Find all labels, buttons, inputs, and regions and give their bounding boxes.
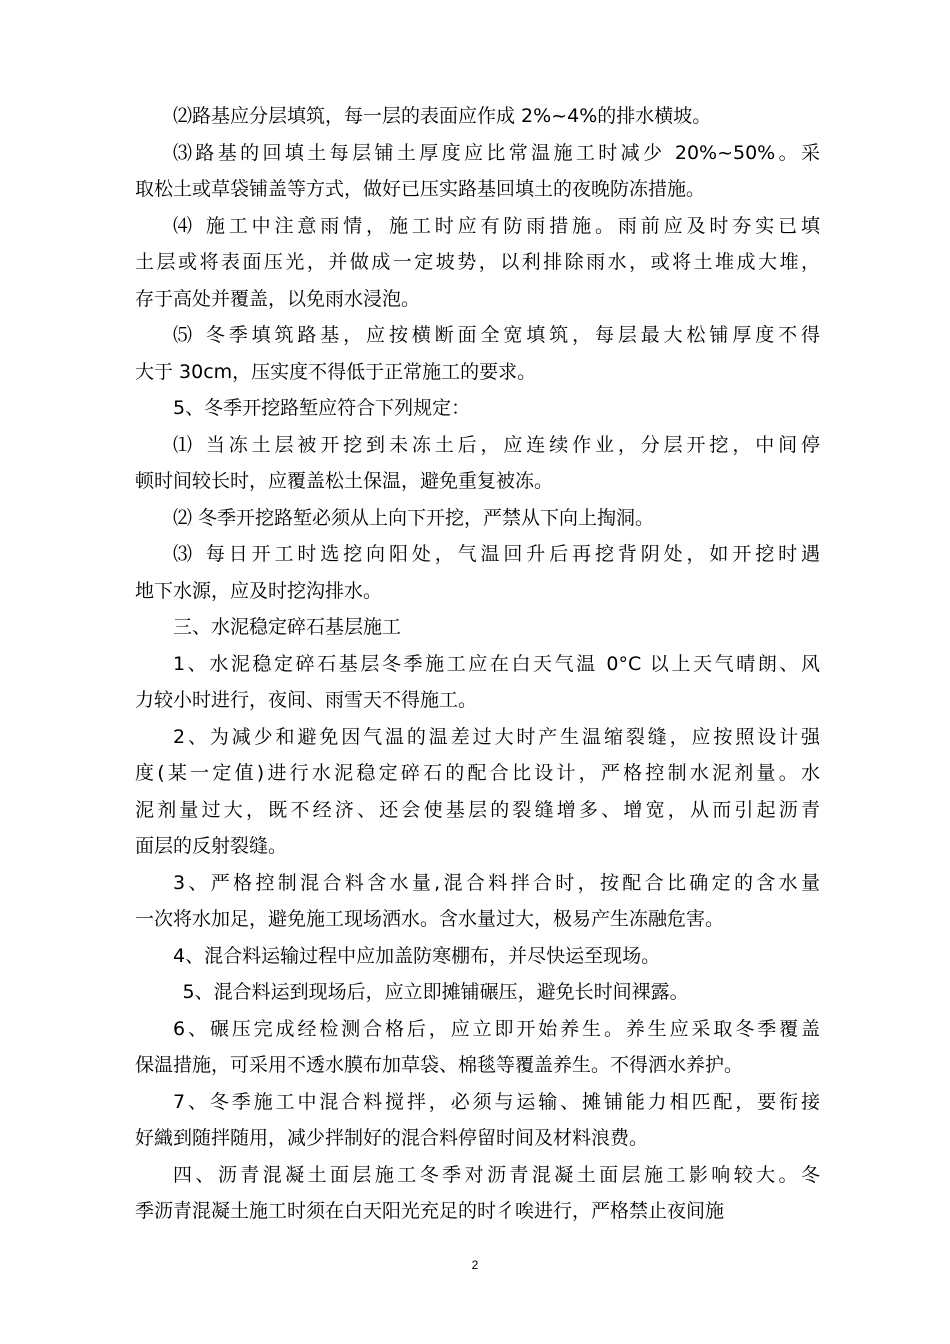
text-line: ⑷ 施工中注意雨情，施工时应有防雨措施。雨前应及时夯实已填 <box>173 214 820 237</box>
text-line: 好織到随拌随用，减少拌制好的混合料停留时间及材料浪费。 <box>135 1127 649 1149</box>
text-line: 5、冬季开挖路堑应符合下列规定： <box>173 397 471 419</box>
text-line: ⑴ 当冻土层被开挖到未冻土后，应连续作业，分层开挖，中间停 <box>173 433 820 456</box>
text-line: 取松土或草袋铺盖等方式，做好已压实路基回填土的夜晚防冻措施。 <box>135 178 706 200</box>
text-line: 5、混合料运到现场后，应立即摊铺碾压，避免长时间裸露。 <box>182 981 689 1003</box>
text-line: 度(某一定值)进行水泥稳定碎石的配合比设计，严格控制水泥剂量。水 <box>135 762 820 784</box>
paragraph <box>135 500 820 537</box>
text-line: 四、沥青混凝土面层施工冬季对沥青混凝土面层施工影响较大。冬 <box>173 1163 820 1186</box>
paragraph <box>135 646 820 719</box>
paragraph <box>135 427 820 500</box>
text-line: 存于高处并覆盖，以免雨水浸泡。 <box>135 287 421 310</box>
text-line: 大于 30cm，压实度不得低于正常施工的要求。 <box>135 360 537 383</box>
text-line: ⑸ 冬季填筑路基，应按横断面全宽填筑，每层最大松铺厚度不得 <box>173 324 820 346</box>
paragraph <box>135 135 820 208</box>
paragraph <box>135 1011 820 1084</box>
paragraph <box>135 974 820 1011</box>
page-number: 2 <box>471 1258 479 1272</box>
text-line: 顿时间较长时，应覆盖松土保温，避免重复被冻。 <box>135 470 554 492</box>
text-line: 泥剂量过大，既不经济、还会使基层的裂缝增多、增宽，从而引起沥青 <box>135 798 820 821</box>
text-line: ⑶ 每日开工时选挖向阳处，气温回升后再挖背阴处，如开挖时遇 <box>173 543 820 565</box>
text-line: 三、水泥稳定碎石基层施工 <box>173 616 402 638</box>
text-line: 一次将水加足，避免施工现场洒水。含水量过大，极易产生冻融危害。 <box>135 908 725 930</box>
paragraph <box>135 317 820 390</box>
text-line: 4、混合料运输过程中应加盖防寒棚布，并尽快运至现场。 <box>173 944 661 967</box>
paragraph <box>135 865 820 938</box>
text-line: ⑶路基的回填土每层铺土厚度应比常温施工时减少 20%~50%。采 <box>173 141 820 164</box>
paragraph <box>135 208 820 318</box>
text-line: 力较小时进行，夜间、雨雪天不得施工。 <box>135 689 478 711</box>
text-line: 6、碾压完成经检测合格后，应立即开始养生。养生应采取冬季覆盖 <box>173 1017 820 1040</box>
paragraph <box>135 719 820 865</box>
text-line: 3、严格控制混合料含水量,混合料拌合时，按配合比确定的含水量 <box>173 871 820 894</box>
paragraph <box>135 536 820 609</box>
text-line: 季沥青混凝土施工时须在白天阳光充足的时彳唉进行，严格禁止夜间施 <box>135 1200 725 1222</box>
text-line: ⑵路基应分层填筑，每一层的表面应作成 2%~4%的排水横坡。 <box>173 105 712 127</box>
text-line: 2、为减少和避免因气温的温差过大时产生温缩裂缝，应按照设计强 <box>173 725 820 748</box>
text-line: 7、冬季施工中混合料搅拌，必须与运输、摊铺能力相匹配，要衔接 <box>173 1090 820 1113</box>
text-line: 面层的反射裂缝。 <box>135 835 288 857</box>
text-line: 土层或将表面压光，并做成一定坡势，以利排除雨水，或将土堆成大堆， <box>135 251 820 273</box>
paragraph <box>135 1157 820 1230</box>
text-line: 地下水源，应及时挖沟排水。 <box>135 579 383 602</box>
text-line: 1、水泥稳定碎石基层冬季施工应在白天气温 0°C 以上天气晴朗、风 <box>173 652 820 675</box>
paragraph <box>135 609 820 646</box>
text-line: 保温措施，可采用不透水膜布加草袋、棉毯等覆盖养生。不得洒水养护。 <box>135 1054 744 1076</box>
paragraph <box>135 390 820 427</box>
paragraph <box>135 1084 820 1157</box>
paragraph <box>135 98 820 135</box>
paragraph <box>135 938 820 975</box>
document-body <box>135 98 820 1230</box>
text-line: ⑵ 冬季开挖路堑必须从上向下开挖，严禁从下向上掏洞。 <box>173 506 655 529</box>
